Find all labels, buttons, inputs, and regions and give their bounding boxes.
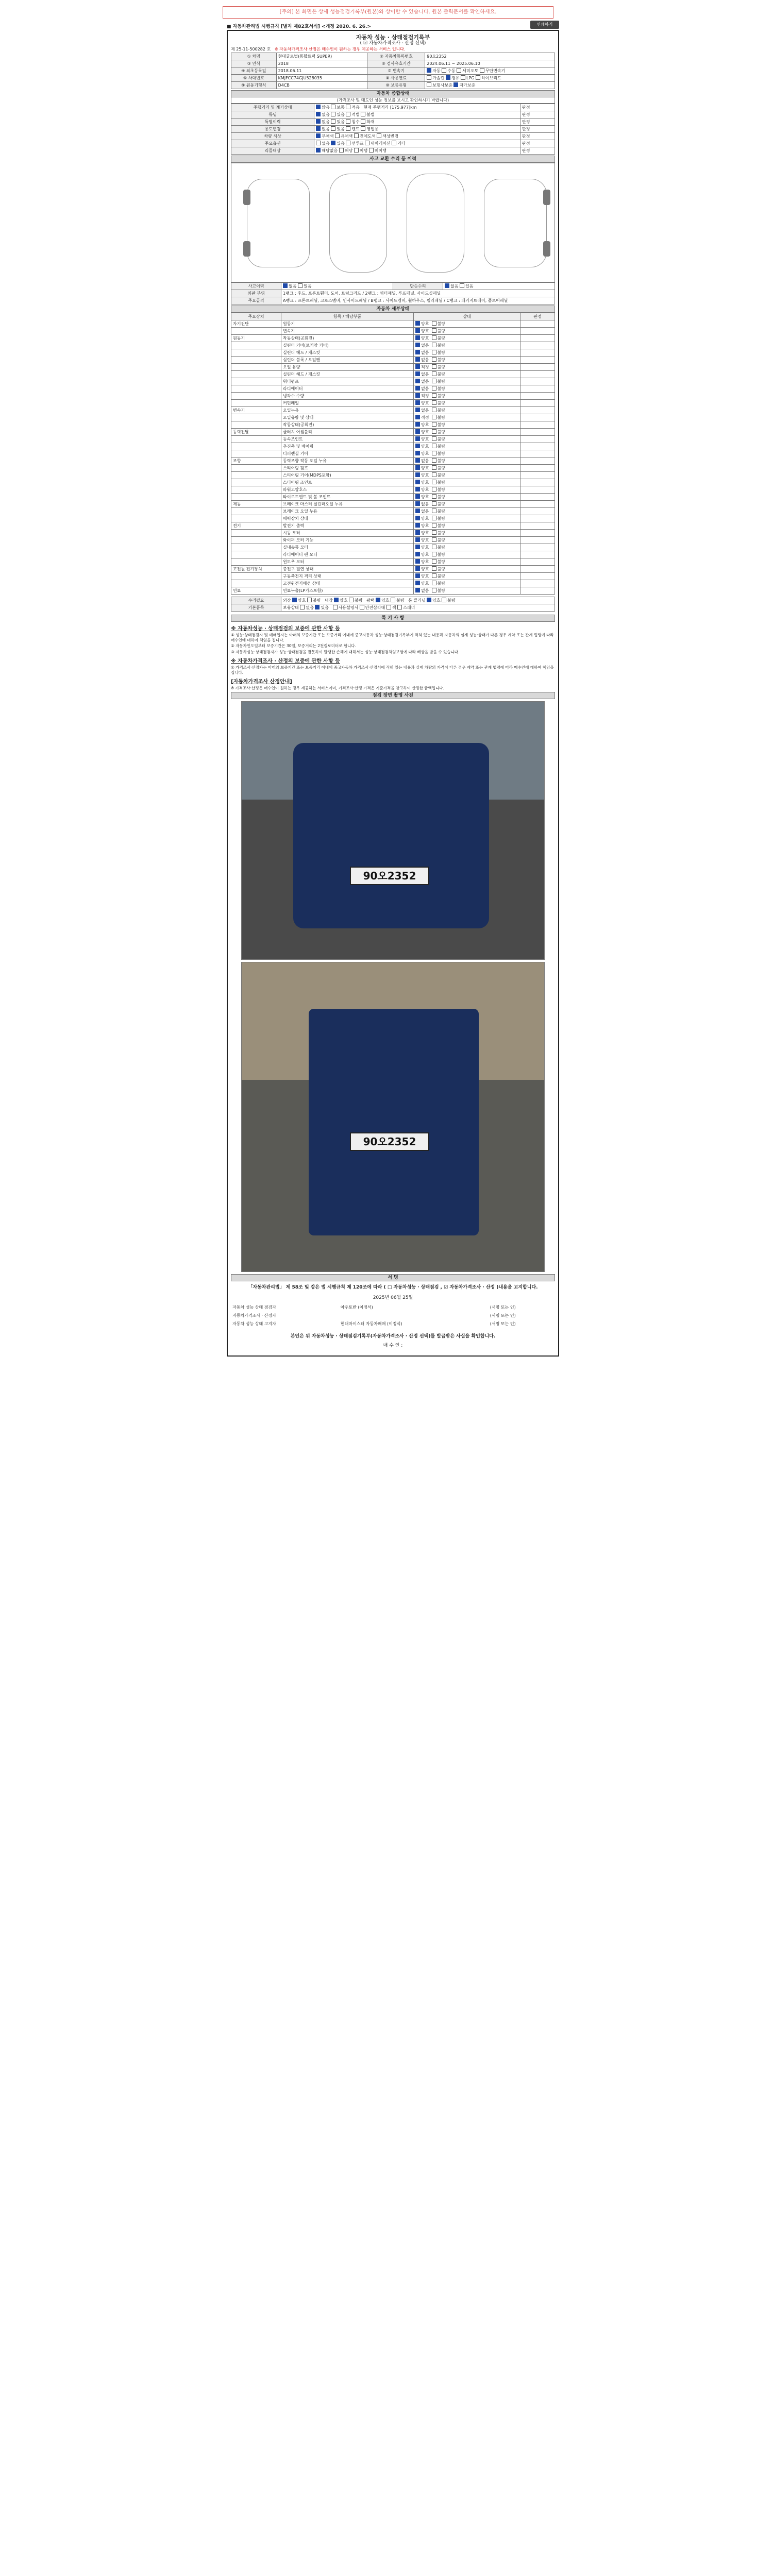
detail-item: 와이퍼 모터 기능 (281, 537, 414, 544)
detail-group (231, 443, 281, 450)
license-plate-front: 90오2352 (350, 867, 429, 885)
detail-state: 없음 불량 (414, 378, 520, 385)
overall-note: (가격조사 및 매도인 성능 정보를 보시고 확인하시기 바랍니다) (231, 97, 555, 104)
detail-row (231, 342, 555, 349)
detail-row (231, 335, 555, 342)
caution-heading-3: [자동차가격조사 산정안내] (231, 679, 292, 685)
detail-group (231, 357, 281, 364)
car-right-view (484, 179, 547, 267)
sign-notice: 「자동차관리법」 제 58조 및 같은 법 시행규칙 제 120조에 따라 ( □ 자동차성능 · 상태점검 , ☑ 자동차가격조사 · 산정 )내용을 고지합니다. (248, 1284, 538, 1290)
caution-heading-2: ※ 자동차가격조사 · 산정의 보증에 관한 사항 등 (231, 658, 340, 664)
detail-group (231, 580, 281, 587)
detail-item: 실린더 커버(로커암 커버) (281, 342, 414, 349)
detail-group (231, 393, 281, 400)
page-subtitle: ( ☑ 자동차가격조사 · 산정 선택) (360, 41, 426, 46)
detail-row (231, 364, 555, 371)
mileage-label: 주행거리 및 계기상태 (231, 104, 314, 111)
detail-group (231, 544, 281, 551)
warning-banner: [주의] 본 화면은 상세 성능점검기록부(원본)와 상이할 수 있습니다. 원본 출력문서를 확인하세요. (223, 6, 553, 19)
detail-item: 실린더 블록 / 오일팬 (281, 357, 414, 364)
detail-item: 냉각수 수량 (281, 393, 414, 400)
detail-group (231, 342, 281, 349)
front-photo (241, 701, 545, 960)
repair-table: 수리필요 외장 양호 불량 내장 양호 불량 광택 양호 불량 룸 클리닝 양호 불량 기본품목 보유상태 없음 있음 사용설명서 안전삼각대 잭 스패너 (231, 597, 555, 612)
detail-item: 발전기 출력 (281, 522, 414, 530)
detail-item: 충전구 절연 상태 (281, 566, 414, 573)
detail-row (231, 450, 555, 457)
tuning-label: 튜닝 (231, 111, 314, 118)
special-label: 특별이력 (231, 118, 314, 126)
license-plate-rear: 90오2352 (350, 1132, 429, 1151)
car-bottom-view (407, 174, 464, 273)
detail-group (231, 479, 281, 486)
detail-item: 워터펌프 (281, 378, 414, 385)
detail-state: 없음 불량 (414, 349, 520, 357)
inspection-period: 2024.06.11 ~ 2025.06.10 (425, 60, 555, 67)
detail-row (231, 522, 555, 530)
detail-item: 파워고압호스 (281, 486, 414, 494)
detail-item: 작동상태(공회전) (281, 335, 414, 342)
detail-item: 구동축전지 격리 상태 (281, 573, 414, 580)
vehicle-diagram (231, 163, 555, 282)
detail-item: 고전원전기배선 상태 (281, 580, 414, 587)
detail-state: 양호 불량 (414, 580, 520, 587)
detail-group (231, 573, 281, 580)
engine: D4CB (276, 82, 367, 89)
detail-state: 양호 불량 (414, 328, 520, 335)
sign-section-title: 서 명 (231, 1274, 555, 1281)
detail-state: 양호 불량 (414, 443, 520, 450)
detail-row (231, 385, 555, 393)
detail-row (231, 465, 555, 472)
detail-row (231, 320, 555, 328)
reg-number: 90오2352 (425, 53, 555, 60)
warranty: 보험사보증 자가보증 (425, 82, 555, 89)
detail-row (231, 429, 555, 436)
overall-status-table: 주행거리 및 계기상태 많음 보통 적음 현재 주행거리 [175,977]km 판정 튜닝 없음 있음 적법 불법 판정 특별이력 없음 있음 침수 화재 판정 용도변경 없음 있음 렌트 영업용 판정 차량 색상 무채색 유채색 전체도색 색상변경 판정 주요옵션 없음 있음 선루프 내비게이션 기타 판정 리콜대상 해당없음 해당 이행 미이행 판정 (231, 104, 555, 155)
detail-group (231, 400, 281, 407)
detail-row (231, 580, 555, 587)
detail-row (231, 537, 555, 544)
detail-row (231, 407, 555, 414)
detail-state: 없음 불량 (414, 357, 520, 364)
detail-row (231, 328, 555, 335)
mileage: 많음 보통 적음 현재 주행거리 [175,977]km (314, 104, 520, 111)
detail-state: 양호 불량 (414, 400, 520, 407)
detail-group (231, 537, 281, 544)
detail-item: 브레이크 마스터 실린더오일 누유 (281, 501, 414, 508)
name-label: ① 차명 (231, 53, 277, 60)
detail-row (231, 479, 555, 486)
caution-text-3: ③ 자동차성능·상태점검자가 성능·상태점검을 잘못하여 발생한 손해에 대해서는 성능·상태점검책임보험에 따라 배상을 받을 수 있습니다. (231, 649, 460, 654)
detail-row (231, 544, 555, 551)
detail-row (231, 393, 555, 400)
detail-group (231, 450, 281, 457)
fuel: 가솔린 경유 LPG 하이브리드 (425, 75, 555, 82)
detail-item: 타이로드엔드 및 볼 조인트 (281, 494, 414, 501)
detail-item: 스티어링 조인트 (281, 479, 414, 486)
detail-row (231, 436, 555, 443)
detail-item: 스티어링 기어(MDPS포함) (281, 472, 414, 479)
detail-row (231, 486, 555, 494)
detail-item: 실내송풍 모터 (281, 544, 414, 551)
detail-row (231, 443, 555, 450)
detail-state: 양호 불량 (414, 335, 520, 342)
document-number: 제 25-11-500282 호 ※ 자동차가격조사·산정은 매수인이 원하는 경우 제공하는 서비스 입니다. (231, 47, 406, 52)
detail-group: 연료 (231, 587, 281, 595)
detail-state: 없음 불량 (414, 371, 520, 378)
detail-item: 작동상태(공회전) (281, 421, 414, 429)
detail-state: 양호 불량 (414, 486, 520, 494)
detail-state: 양호 불량 (414, 522, 520, 530)
first-registration: 2018.06.11 (276, 67, 367, 75)
car-left-view (247, 179, 310, 267)
sign-table: 자동차 성능 상태 점검자 아우토반 (이정석) (서명 또는 인) 자동차가격조사 · 산정자 (서명 또는 인) 자동차 성능 상태 고지자 현대마이스터 자동차매매 (이정석) (서명 또는 인) (232, 1305, 516, 1326)
vehicle-info-table (231, 53, 555, 89)
detail-state: 없음 불량 (414, 342, 520, 349)
detail-state: 적정 불량 (414, 393, 520, 400)
detail-group (231, 558, 281, 566)
detail-item: 디퍼렌셜 기어 (281, 450, 414, 457)
warranty-label: ⑩ 보증유형 (367, 82, 425, 89)
detail-state: 양호 불량 (414, 530, 520, 537)
detail-item: 추진축 및 베어링 (281, 443, 414, 450)
detail-row (231, 371, 555, 378)
detail-item: 동력조향 작동 오일 누유 (281, 457, 414, 465)
detail-table: 주요장치 항목 / 해당부품 상태 판정 자기진단 원동기 양호 불량 변속기 양호 불량 원동기 작동상태(공회전) 양호 불량 실린더 커버(로커암 커버) 없음 불량 실린더 헤드 / 개스킷 없음 불량 실린더 블록 / 오일팬 없음 불량 오일 유량 적정 불량 실린더 헤드 / 개스킷 없음 불량 워터펌프 없음 불량 라디에이터 없음 불량 냉각수 수량 적정 불량 커먼레일 양호 불량 변속기 오일누유 없음 불량 오일유량 및 상태 적정 불량 작동상태(공회전) 양호 불량 동력전달 클러치 어셈블리 양호 불량 등속조인트 양호 불량 추진축 및 베어링 양호 불량 디퍼렌셜 기어 양호 불량 조향 동력조향 작동 오일 누유 없음 불량 스티어링 펌프 양호 불량 스티어링 기어(MDPS포함) 양호 불량 스티어링 조인트 양호 불량 파워고압호스 양호 불량 타이로드엔드 및 볼 조인트 양호 불량 제동 브레이크 마스터 실린더오일 누유 없음 불량 브레이크 오일 누유 없음 불량 배력장치 상태 양호 불량 전기 발전기 출력 양호 불량 시동 모터 양호 불량 와이퍼 모터 기능 양호 불량 실내송풍 모터 양호 불량 라디에이터 팬 모터 양호 불량 윈도우 모터 양호 불량 고전원 전기장치 충전구 절연 상태 양호 불량 구동축전지 격리 상태 양호 불량 고전원전기배선 상태 양호 불량 연료 연료누출(LP가스포함) 없음 불량 (231, 313, 555, 595)
detail-state: 없음 불량 (414, 457, 520, 465)
diagram-section-title: 사고 교환 수리 등 이력 (231, 156, 555, 163)
sign-footer: 본인은 위 자동차성능 · 상태점검기록부(자동차가격조사 · 산정 선택)를 발급받은 사실을 확인합니다. (290, 1333, 496, 1339)
detail-state: 양호 불량 (414, 551, 520, 558)
detail-group: 변속기 (231, 407, 281, 414)
detail-group: 자기진단 (231, 320, 281, 328)
detail-item: 라디에이터 (281, 385, 414, 393)
color-label: 차량 색상 (231, 133, 314, 140)
detail-item: 클러치 어셈블리 (281, 429, 414, 436)
transmission: 자동 수동 세미오토 무단변속기 (425, 67, 555, 75)
detail-row (231, 349, 555, 357)
detail-item: 라디에이터 팬 모터 (281, 551, 414, 558)
detail-item: 오일 유량 (281, 364, 414, 371)
detail-group (231, 515, 281, 522)
detail-item: 배력장치 상태 (281, 515, 414, 522)
detail-item: 원동기 (281, 320, 414, 328)
detail-state: 양호 불량 (414, 429, 520, 436)
reg-label: ② 자동차등록번호 (367, 53, 425, 60)
accident-table: 사고이력 없음 있음 단순수리 없음 있음 외판 부위 1랭크 : 후드, 프론트휀더, 도어, 트렁크리드 / 2랭크 : 쿼터패널, 루프패널, 사이드실패널 주요골격 A랭크 : 프론트패널, 크로스멤버, 인사이드패널 / B랭크 : 사이드멤버, 휠하우스, 필러패널 / C랭크 : 패키지트레이, 플로어패널 (231, 282, 555, 304)
detail-state: 양호 불량 (414, 472, 520, 479)
detail-state: 양호 불량 (414, 544, 520, 551)
first-reg-label: ④ 최초등록일 (231, 67, 277, 75)
recall-label: 리콜대상 (231, 147, 314, 155)
detail-state: 양호 불량 (414, 537, 520, 544)
detail-state: 없음 불량 (414, 508, 520, 515)
detail-group (231, 508, 281, 515)
detail-section-title: 자동차 세부상태 (231, 306, 555, 313)
document-frame (227, 30, 559, 1357)
detail-state: 양호 불량 (414, 421, 520, 429)
detail-state: 양호 불량 (414, 465, 520, 472)
detail-state: 없음 불량 (414, 587, 520, 595)
detail-item: 등속조인트 (281, 436, 414, 443)
buyer-line: 매 수 인 : (383, 1343, 403, 1348)
detail-row (231, 357, 555, 364)
detail-group: 조향 (231, 457, 281, 465)
detail-item: 커먼레일 (281, 400, 414, 407)
detail-group (231, 465, 281, 472)
detail-row (231, 494, 555, 501)
caution-heading-1: ※ 자동차성능 · 상태점검의 보증에 관한 사항 등 (231, 626, 340, 632)
detail-state: 양호 불량 (414, 450, 520, 457)
photos-section-title: 점검 장면 촬영 사진 (231, 692, 555, 699)
detail-state: 없음 불량 (414, 501, 520, 508)
detail-group (231, 530, 281, 537)
vin: KMJFCC74GJU528035 (276, 75, 367, 82)
detail-row (231, 378, 555, 385)
detail-group (231, 328, 281, 335)
detail-state: 양호 불량 (414, 436, 520, 443)
detail-state: 양호 불량 (414, 494, 520, 501)
detail-item: 윈도우 모터 (281, 558, 414, 566)
detail-group: 원동기 (231, 335, 281, 342)
detail-row (231, 566, 555, 573)
detail-state: 적정 불량 (414, 364, 520, 371)
caution-text-4: ① 가격조사·산정자는 아래의 보증기간 또는 보증거리 이내에 중고자동차 가격조사·산정서에 적혀 있는 내용과 실제 차량의 가격이 다른 경우 계약 또는 관계 법령에 따라 매수인에 대하여 책임을 집니다. (231, 665, 554, 675)
vin-label: ⑤ 차대번호 (231, 75, 277, 82)
detail-item: 스티어링 펌프 (281, 465, 414, 472)
page-title: 자동차 성능 · 상태점검기록부 (356, 34, 430, 41)
detail-row (231, 515, 555, 522)
detail-state: 없음 불량 (414, 385, 520, 393)
fuel-label: ⑧ 사용연료 (367, 75, 425, 82)
detail-group: 고전원 전기장치 (231, 566, 281, 573)
detail-state: 양호 불량 (414, 566, 520, 573)
form-label: ■ 자동차관리법 시행규칙 [별지 제82호서식] <개정 2020. 6. 26.> (227, 24, 371, 29)
detail-row (231, 587, 555, 595)
detail-group (231, 371, 281, 378)
detail-group (231, 494, 281, 501)
caution-section (231, 615, 555, 691)
sign-date: 2025년 06월 25일 (373, 1295, 413, 1300)
vehicle-year: 2018 (276, 60, 367, 67)
detail-row (231, 551, 555, 558)
detail-group: 전기 (231, 522, 281, 530)
detail-state: 양호 불량 (414, 573, 520, 580)
car-top-view (329, 174, 387, 273)
detail-state: 양호 불량 (414, 320, 520, 328)
detail-row (231, 414, 555, 421)
engine-label: ⑨ 원동기형식 (231, 82, 277, 89)
detail-item: 실린더 헤드 / 개스킷 (281, 371, 414, 378)
inspection-document (227, 21, 559, 2262)
detail-state: 양호 불량 (414, 515, 520, 522)
detail-group (231, 385, 281, 393)
detail-group (231, 349, 281, 357)
detail-group (231, 414, 281, 421)
overall-section-title: 자동차 종합상태 (231, 90, 555, 97)
rear-photo (241, 962, 545, 1272)
detail-group (231, 436, 281, 443)
detail-item: 연료누출(LP가스포함) (281, 587, 414, 595)
detail-row (231, 573, 555, 580)
detail-group: 제동 (231, 501, 281, 508)
detail-row (231, 457, 555, 465)
detail-row (231, 421, 555, 429)
detail-state: 양호 불량 (414, 479, 520, 486)
detail-item: 브레이크 오일 누유 (281, 508, 414, 515)
detail-group (231, 364, 281, 371)
detail-item: 시동 모터 (281, 530, 414, 537)
caution-text-5: ※ 가격조사·산정은 매수인이 원하는 경우 제공하는 서비스이며, 가격조사·산정 가격은 기준가격을 참고하여 산정한 금액입니다. (231, 686, 444, 690)
detail-item: 오일누유 (281, 407, 414, 414)
detail-state: 없음 불량 (414, 407, 520, 414)
detail-group (231, 421, 281, 429)
detail-group: 동력전달 (231, 429, 281, 436)
caution-text-2: ② 자동차인도일부터 보증기간은 30일, 보증거리는 2천킬로미터로 합니다. (231, 643, 356, 648)
detail-group (231, 486, 281, 494)
detail-row (231, 472, 555, 479)
notes-section-title: 특 기 사 항 (231, 615, 555, 622)
detail-item: 실린더 헤드 / 개스킷 (281, 349, 414, 357)
detail-item: 오일유량 및 상태 (281, 414, 414, 421)
transmission-label: ⑦ 변속기 (367, 67, 425, 75)
detail-group (231, 551, 281, 558)
detail-state: 적정 불량 (414, 414, 520, 421)
caution-text-1: ① 성능·상태점검자 및 매매업자는 아래의 보증기간 또는 보증거리 이내에 중고자동차 성능·상태점검기록부에 적혀 있는 내용과 자동차의 실제 성능·상태가 다른 경우 계약 또는 관계 법령에 따라 매수인에 대하여 책임을 집니다. (231, 633, 554, 642)
detail-row (231, 558, 555, 566)
detail-group (231, 378, 281, 385)
detail-row (231, 501, 555, 508)
period-label: ⑥ 검사유효기간 (367, 60, 425, 67)
detail-row (231, 508, 555, 515)
vehicle-name: 현대글로벌(통합트럭 SUPER) (276, 53, 367, 60)
detail-item: 변속기 (281, 328, 414, 335)
detail-row (231, 530, 555, 537)
detail-state: 양호 불량 (414, 558, 520, 566)
print-button[interactable]: 인쇄하기 (530, 21, 559, 29)
year-label: ③ 연식 (231, 60, 277, 67)
detail-row (231, 400, 555, 407)
detail-group (231, 472, 281, 479)
